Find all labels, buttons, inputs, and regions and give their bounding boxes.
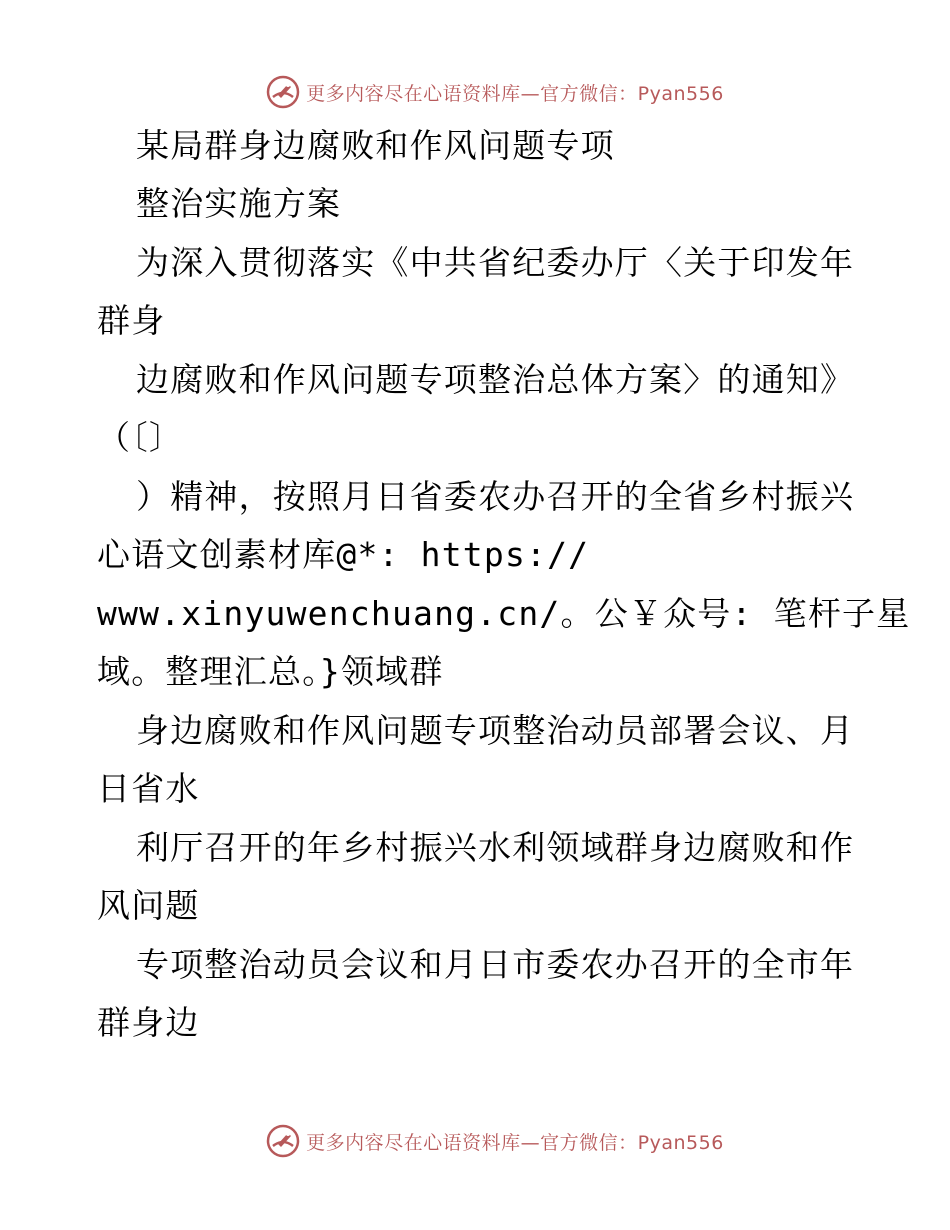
- doc-line: 风问题: [97, 886, 200, 925]
- doc-line: 群身: [97, 301, 166, 340]
- book-pen-logo-icon: [266, 75, 300, 109]
- doc-line-title-2: 整治实施方案: [136, 184, 342, 223]
- doc-line: 身边腐败和作风问题专项整治动员部署会议、月: [136, 711, 855, 750]
- doc-line: 利厅召开的年乡村振兴水利领域群身边腐败和作: [136, 828, 855, 867]
- book-pen-logo-icon: [266, 1124, 300, 1158]
- doc-line: 群身边: [97, 1003, 200, 1042]
- footer-banner-content: [266, 1124, 724, 1158]
- doc-line: 心语文创素材库@*: https://: [97, 535, 590, 574]
- header-banner: [0, 72, 950, 112]
- doc-line: 域。整理汇总。}领域群: [97, 652, 444, 691]
- header-banner-content: [266, 75, 724, 109]
- doc-line: www.xinyuwenchuang.cn/。公￥众号: 笔杆子星: [97, 594, 911, 633]
- header-banner-text: 更多内容尽在心语资料库—官方微信：Pyan556: [306, 82, 724, 105]
- doc-line: 边腐败和作风问题专项整治总体方案〉的通知》: [136, 360, 855, 399]
- doc-line: （〔〕: [97, 418, 184, 457]
- doc-line: 为深入贯彻落实《中共省纪委办厅〈关于印发年: [136, 243, 855, 282]
- doc-line: 专项整治动员会议和月日市委农办召开的全市年: [136, 945, 855, 984]
- footer-banner: [0, 1121, 950, 1161]
- footer-banner-text: 更多内容尽在心语资料库—官方微信：Pyan556: [306, 1131, 724, 1154]
- doc-line: 日省水: [97, 769, 200, 808]
- doc-line: ）精神，按照月日省委农办召开的全省乡村振兴: [136, 477, 855, 516]
- doc-line-title-1: 某局群身边腐败和作风问题专项: [136, 126, 615, 165]
